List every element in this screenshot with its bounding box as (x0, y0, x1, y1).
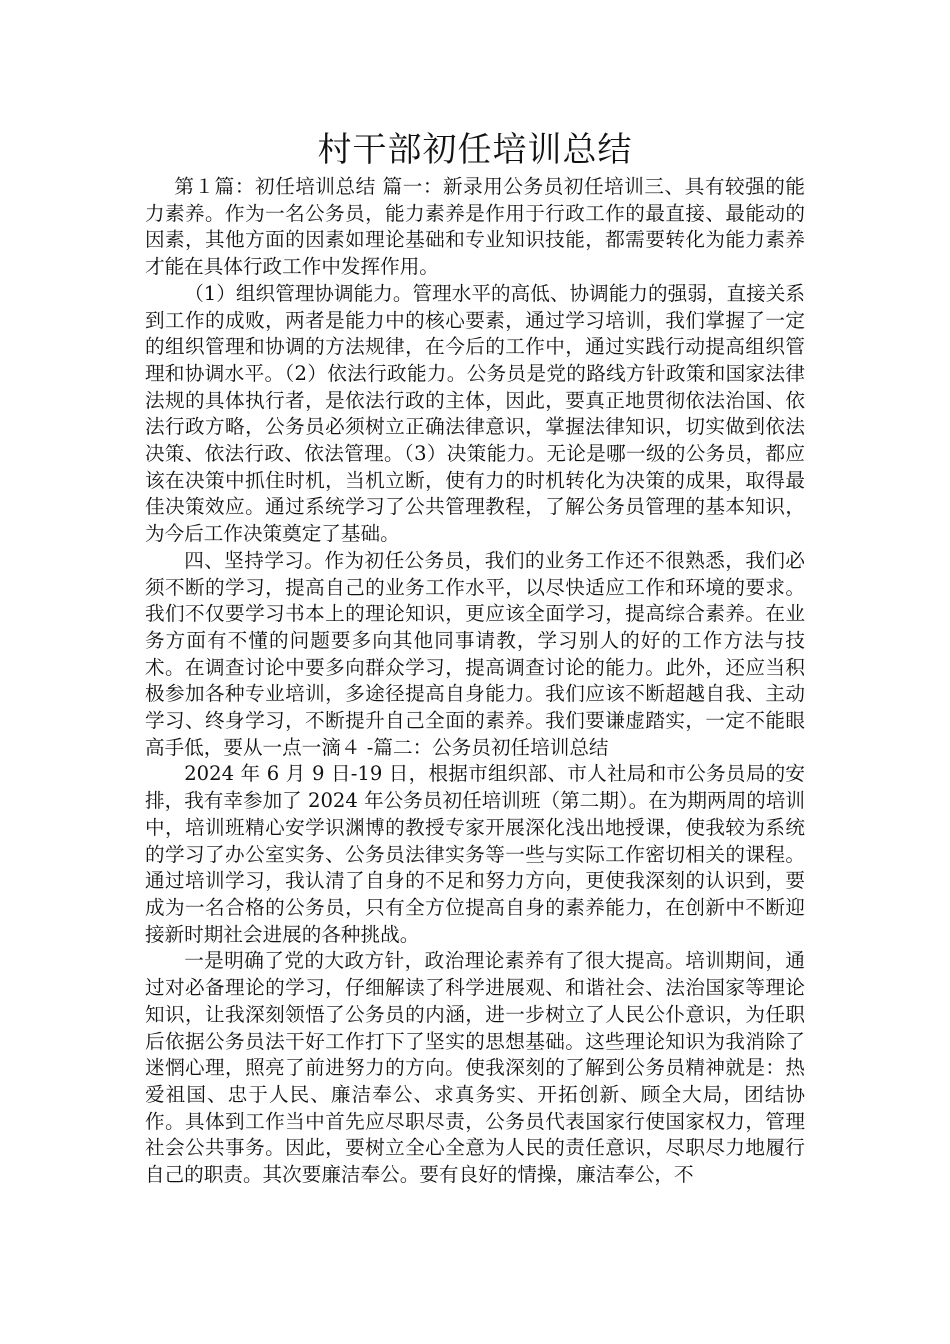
document-title: 村干部初任培训总结 (317, 130, 633, 170)
paragraph-4: 2024 年 6 月 9 日-19 日，根据市组织部、市人社局和市公务员局的安排，我有幸参加了 2024 年公务员初任培训班（第二期）。在为期两周的培训中，培训班精心安学识渊博的教授专家开展深化浅出地授课，使我较为系统的学习了办公室实务、公务员法律实务等一些与实际工作密切相关的课程。通过培训学习，我认清了自身的不足和努力方向，更使我深刻的认识到，要成为一名合格的公务员，只有全方位提高自身的素养能力，在创新中不断迎接新时期社会进展的各种挑战。 (145, 762, 805, 946)
paragraph-2: （1）组织管理协调能力。管理水平的高低、协调能力的强弱，直接关系到工作的成败，两者是能力中的核心要素，通过学习培训，我们掌握了一定的组织管理和协调的方法规律，在今后的工作中，通过实践行动提高组织管理和协调水平。（2）依法行政能力。公务员是党的路线方针政策和国家法律法规的具体执行者，是依法行政的主体，因此，要真正地贯彻依法治国、依法行政方略，公务员必须树立正确法律意识，掌握法律知识，切实做到依法决策、依法行政、依法管理。（3）决策能力。无论是哪一级的公务员，都应该在决策中抓住时机，当机立断，使有力的时机转化为决策的成果，取得最佳决策效应。通过系统学习了公共管理教程，了解公务员管理的基本知识，为今后工作决策奠定了基础。 (145, 281, 805, 546)
paragraph-3: 四、坚持学习。作为初任公务员，我们的业务工作还不很熟悉，我们必须不断的学习，提高自己的业务工作水平，以尽快适应工作和环境的要求。我们不仅要学习书本上的理论知识，更应该全面学习，提高综合素养。在业务方面有不懂的问题要多向其他同事请教，学习别人的好的工作方法与技术。在调查讨论中要多向群众学习，提高调查讨论的能力。此外，还应当积极参加各种专业培训，多途径提高自身能力。我们应该不断超越自我、主动学习、终身学习，不断提升自己全面的素养。我们要谦虚踏实，一定不能眼高手低，要从一点一滴４ -篇二：公务员初任培训总结 (145, 548, 805, 759)
document-body (145, 174, 805, 1189)
paragraph-1: 第１篇：初任培训总结 篇一：新录用公务员初任培训三、具有较强的能力素养。作为一名公务员，能力素养是作用于行政工作的最直接、最能动的因素，其他方面的因素如理论基础和专业知识技能，都需要转化为能力素养才能在具体行政工作中发挥作用。 (145, 175, 805, 279)
paragraph-5: 一是明确了党的大政方针，政治理论素养有了很大提高。培训期间，通过对必备理论的学习，仔细解读了科学进展观、和谐社会、法治国家等理论知识，让我深刻领悟了公务员的内涵，进一步树立了人民公仆意识，为任职后依据公务员法干好工作打下了坚实的思想基础。这些理论知识为我消除了迷惘心理，照亮了前进努力的方向。使我深刻的了解到公务员精神就是：热爱祖国、忠于人民、廉洁奉公、求真务实、开拓创新、顾全大局，团结协作。具体到工作当中首先应尽职尽责，公务员代表国家行使国家权力，管理社会公共事务。因此，要树立全心全意为人民的责任意识，尽职尽力地履行自己的职责。其次要廉洁奉公。要有良好的情操，廉洁奉公，不 (145, 949, 805, 1187)
